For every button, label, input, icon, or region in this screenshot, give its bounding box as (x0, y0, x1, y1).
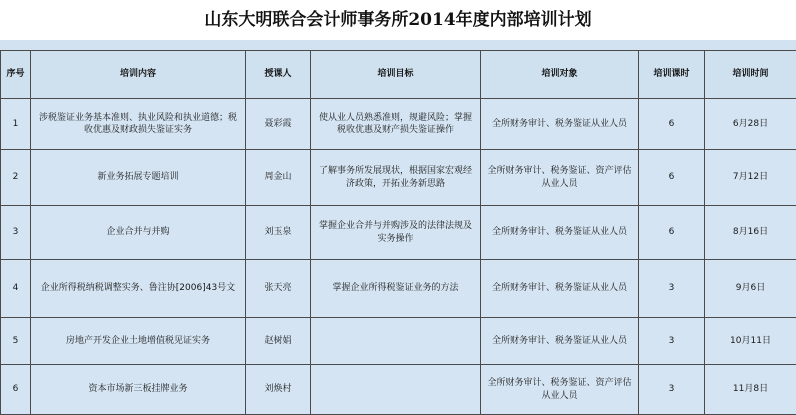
cell-time: 10月11日 (705, 318, 796, 365)
cell-hours: 3 (639, 260, 705, 318)
cell-no: 4 (1, 260, 31, 318)
table-row (1, 260, 796, 318)
cell-time: 7月12日 (705, 150, 796, 206)
cell-content: 新业务拓展专题培训 (31, 150, 246, 206)
cell-hours: 6 (639, 206, 705, 260)
cell-lecturer: 聂彩霞 (246, 99, 311, 150)
header-time: 培训时间 (705, 51, 796, 99)
cell-content: 房地产开发企业土地增值税见证实务 (31, 318, 246, 365)
cell-goal (311, 365, 481, 415)
cell-time: 11月8日 (705, 365, 796, 415)
cell-content: 企业合并与并购 (31, 206, 246, 260)
cell-audience: 全所财务审计、税务鉴证从业人员 (481, 318, 639, 365)
table-row (1, 99, 796, 150)
cell-time: 8月16日 (705, 206, 796, 260)
cell-no: 6 (1, 365, 31, 415)
header-no: 序号 (1, 51, 31, 99)
cell-lecturer: 赵树娟 (246, 318, 311, 365)
table-row (1, 365, 796, 415)
cell-goal: 掌握企业合并与并购涉及的法律法规及实务操作 (311, 206, 481, 260)
cell-goal: 了解事务所发展现状，根据国家宏观经济政策，开拓业务新思路 (311, 150, 481, 206)
cell-goal (311, 318, 481, 365)
cell-audience: 全所财务审计、税务鉴证、资产评估从业人员 (481, 150, 639, 206)
table-row (1, 318, 796, 365)
header-content: 培训内容 (31, 51, 246, 99)
table-row (1, 150, 796, 206)
cell-audience: 全所财务审计、税务鉴证从业人员 (481, 206, 639, 260)
cell-no: 2 (1, 150, 31, 206)
cell-hours: 3 (639, 365, 705, 415)
cell-lecturer: 刘焕村 (246, 365, 311, 415)
title-separator (0, 40, 796, 50)
cell-time: 9月6日 (705, 260, 796, 318)
cell-hours: 3 (639, 318, 705, 365)
table-header-row (1, 51, 796, 99)
cell-hours: 6 (639, 150, 705, 206)
cell-audience: 全所财务审计、税务鉴证从业人员 (481, 99, 639, 150)
cell-goal: 掌握企业所得税鉴证业务的方法 (311, 260, 481, 318)
header-hours: 培训课时 (639, 51, 705, 99)
document-title: 山东大明联合会计师事务所2014年度内部培训计划 (0, 0, 796, 40)
cell-audience: 全所财务审计、税务鉴证、资产评估从业人员 (481, 365, 639, 415)
cell-lecturer: 周金山 (246, 150, 311, 206)
training-plan-table (0, 50, 796, 415)
cell-no: 1 (1, 99, 31, 150)
cell-no: 5 (1, 318, 31, 365)
header-lecturer: 授课人 (246, 51, 311, 99)
cell-goal: 使从业人员熟悉准则，规避风险；掌握税收优惠及财产损失鉴证操作 (311, 99, 481, 150)
cell-content: 企业所得税纳税调整实务、鲁注协[2006]43号文 (31, 260, 246, 318)
header-goal: 培训目标 (311, 51, 481, 99)
cell-content: 涉税鉴证业务基本准则、执业风险和执业道德；税收优惠及财政损失鉴证实务 (31, 99, 246, 150)
cell-hours: 6 (639, 99, 705, 150)
cell-content: 资本市场新三板挂牌业务 (31, 365, 246, 415)
cell-lecturer: 刘玉泉 (246, 206, 311, 260)
cell-no: 3 (1, 206, 31, 260)
cell-time: 6月28日 (705, 99, 796, 150)
cell-lecturer: 张天亮 (246, 260, 311, 318)
cell-audience: 全所财务审计、税务鉴证从业人员 (481, 260, 639, 318)
table-row (1, 206, 796, 260)
header-audience: 培训对象 (481, 51, 639, 99)
